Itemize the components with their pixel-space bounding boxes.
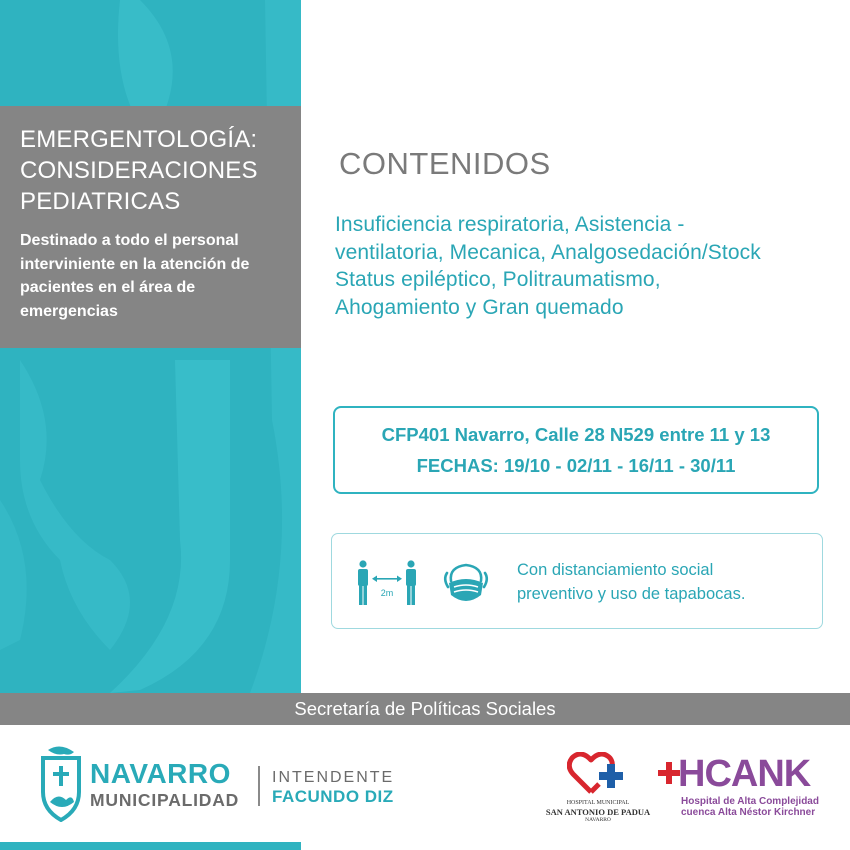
contenidos-line: ventilatoria, Mecanica, Analgosedación/Stock xyxy=(335,240,761,264)
contenidos-heading: CONTENIDOS xyxy=(339,146,551,181)
course-title: EMERGENTOLOGÍA: CONSIDERACIONES PEDIATRICAS xyxy=(20,126,258,215)
municipalidad-label: MUNICIPALIDAD xyxy=(90,790,240,810)
hcank-plus-icon xyxy=(658,762,680,784)
course-audience: Destinado a todo el personal interviniente en la atención de pacientes en el área de emergencias xyxy=(20,232,250,320)
footer-accent-line xyxy=(0,842,301,850)
hcank-tagline-1: Hospital de Alta Complejidad xyxy=(681,796,819,807)
location-text: CFP401 Navarro, Calle 28 N529 entre 11 y 13 xyxy=(381,424,771,445)
secretaria-band: Secretaría de Políticas Sociales xyxy=(0,693,850,725)
location-dates-box xyxy=(333,406,819,494)
distance-label: 2m xyxy=(380,588,394,598)
hospital-name: SAN ANTONIO DE PADUA xyxy=(545,807,651,817)
navarro-logo-name: NAVARRO xyxy=(90,758,231,789)
safety-measures-text xyxy=(517,558,745,606)
contenidos-line: Status epiléptico, Politraumatismo, xyxy=(335,268,661,291)
contenidos-list xyxy=(335,211,835,321)
intendente-label: INTENDENTE xyxy=(272,769,395,786)
safety-measures-box xyxy=(331,533,823,629)
hcank-logo-name: HCANK xyxy=(678,753,811,795)
logo-divider xyxy=(258,766,260,806)
hospital-city: NAVARRO xyxy=(585,817,611,823)
course-title-box xyxy=(0,106,301,348)
dates-text: FECHAS: 19/10 - 02/11 - 16/11 - 30/11 xyxy=(416,455,736,476)
safety-line: preventivo y uso de tapabocas. xyxy=(517,585,746,603)
hcank-tagline-2: cuenca Alta Néstor Kirchner xyxy=(681,807,816,818)
contenidos-line: Ahogamiento y Gran quemado xyxy=(335,295,624,319)
contenidos-line: Insuficiencia respiratoria, Asistencia - xyxy=(335,213,685,236)
social-distance-icon xyxy=(355,560,419,608)
hospital-type-label: HOSPITAL MUNICIPAL xyxy=(566,800,630,806)
navarro-shield-logo xyxy=(40,744,82,822)
intendente-name: FACUNDO DIZ xyxy=(272,787,394,806)
hospital-heart-cross-logo xyxy=(567,752,629,796)
face-mask-icon xyxy=(441,561,491,609)
safety-line: Con distanciamiento social xyxy=(517,561,714,579)
